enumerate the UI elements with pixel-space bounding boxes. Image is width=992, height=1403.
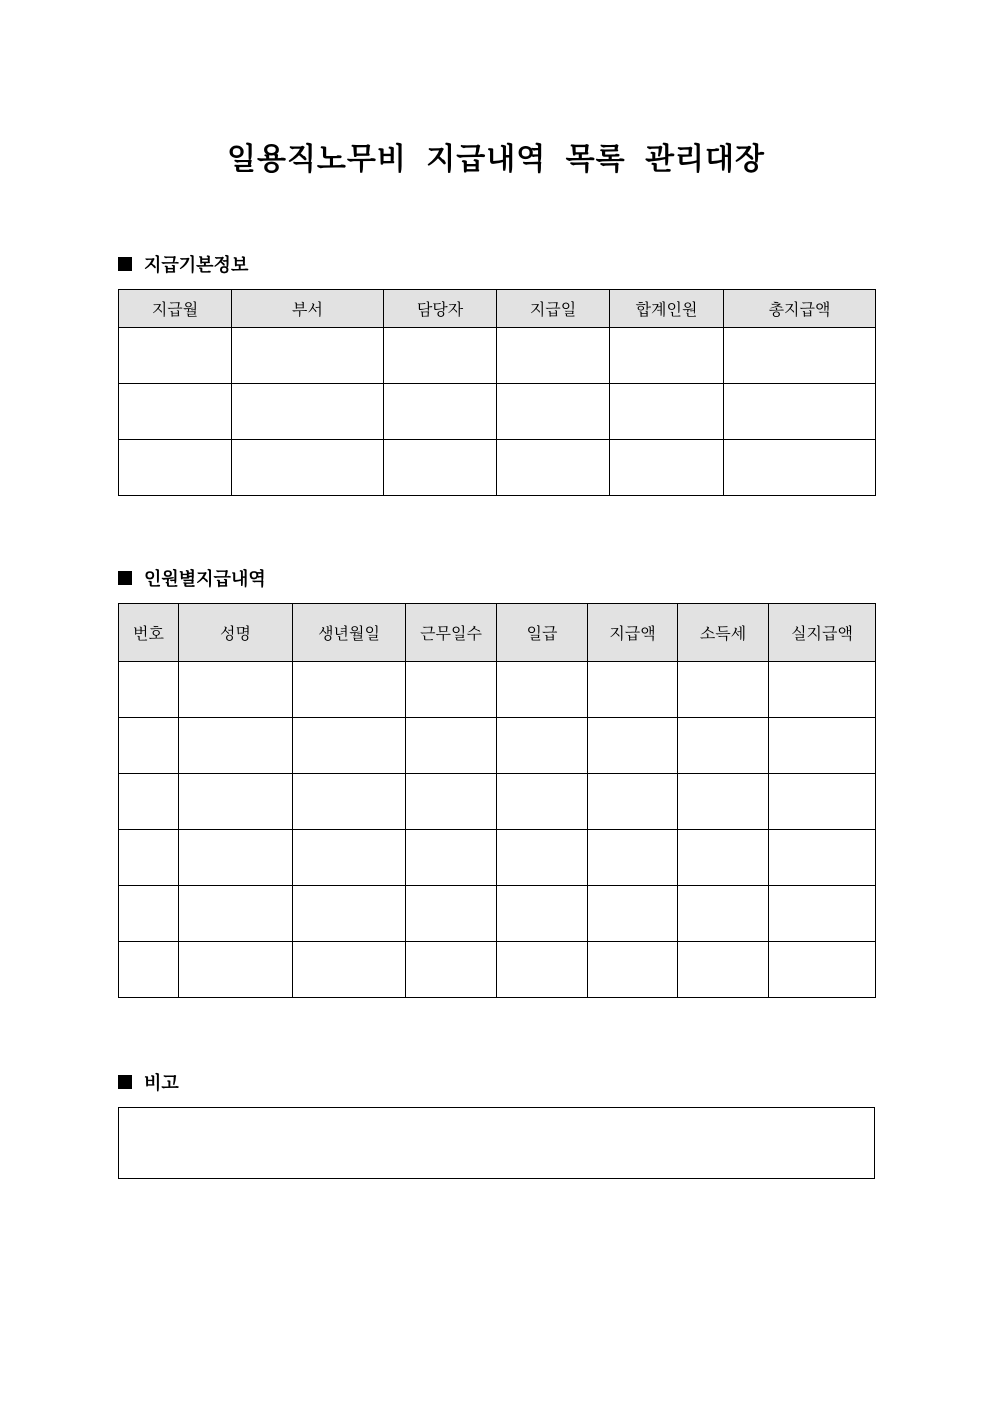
table-cell[interactable] xyxy=(678,718,769,774)
section-heading-label: 비고 xyxy=(144,1073,179,1094)
table-cell[interactable] xyxy=(769,718,876,774)
table-cell[interactable] xyxy=(406,942,497,998)
table-cell[interactable] xyxy=(384,328,497,384)
column-header-work-days: 근무일수 xyxy=(406,604,497,662)
table-row xyxy=(119,440,876,496)
section-heading-basic-info xyxy=(118,252,248,276)
table-row xyxy=(119,942,876,998)
table-row xyxy=(119,718,876,774)
column-header-department: 부서 xyxy=(232,290,384,328)
table-row xyxy=(119,886,876,942)
table-header-row xyxy=(119,290,876,328)
table-cell[interactable] xyxy=(769,662,876,718)
table-cell[interactable] xyxy=(179,942,293,998)
column-header-birthdate: 생년월일 xyxy=(293,604,406,662)
square-bullet-icon xyxy=(118,1075,132,1089)
column-header-pay-amount: 지급액 xyxy=(588,604,678,662)
table-cell[interactable] xyxy=(119,830,179,886)
table-cell[interactable] xyxy=(610,440,724,496)
table-cell[interactable] xyxy=(293,886,406,942)
table-cell[interactable] xyxy=(497,440,610,496)
table-cell[interactable] xyxy=(724,328,876,384)
table-cell[interactable] xyxy=(232,328,384,384)
section-heading-label: 지급기본정보 xyxy=(144,255,249,276)
table-cell[interactable] xyxy=(119,886,179,942)
person-details-table xyxy=(118,603,876,998)
table-cell[interactable] xyxy=(293,662,406,718)
table-row xyxy=(119,662,876,718)
table-cell[interactable] xyxy=(497,328,610,384)
column-header-number: 번호 xyxy=(119,604,179,662)
table-cell[interactable] xyxy=(497,830,588,886)
table-cell[interactable] xyxy=(588,662,678,718)
table-cell[interactable] xyxy=(588,718,678,774)
section-heading-label: 인원별지급내역 xyxy=(144,569,266,590)
table-cell[interactable] xyxy=(497,774,588,830)
table-cell[interactable] xyxy=(119,328,232,384)
table-cell[interactable] xyxy=(769,942,876,998)
table-cell[interactable] xyxy=(179,662,293,718)
table-row xyxy=(119,328,876,384)
table-cell[interactable] xyxy=(588,774,678,830)
table-cell[interactable] xyxy=(406,774,497,830)
table-cell[interactable] xyxy=(384,440,497,496)
column-header-manager: 담당자 xyxy=(384,290,497,328)
table-cell[interactable] xyxy=(769,830,876,886)
table-cell[interactable] xyxy=(293,830,406,886)
basic-info-table xyxy=(118,289,876,496)
table-cell[interactable] xyxy=(769,774,876,830)
table-cell[interactable] xyxy=(119,718,179,774)
table-cell[interactable] xyxy=(406,886,497,942)
page-title: 일용직노무비 지급내역 목록 관리대장 xyxy=(226,142,765,177)
table-cell[interactable] xyxy=(119,662,179,718)
column-header-total-amount: 총지급액 xyxy=(724,290,876,328)
column-header-pay-date: 지급일 xyxy=(497,290,610,328)
table-cell[interactable] xyxy=(179,774,293,830)
table-cell[interactable] xyxy=(406,718,497,774)
column-header-net-pay: 실지급액 xyxy=(769,604,876,662)
table-cell[interactable] xyxy=(588,886,678,942)
table-cell[interactable] xyxy=(610,384,724,440)
table-cell[interactable] xyxy=(119,384,232,440)
table-cell[interactable] xyxy=(293,942,406,998)
table-cell[interactable] xyxy=(678,942,769,998)
table-cell[interactable] xyxy=(179,886,293,942)
table-cell[interactable] xyxy=(119,774,179,830)
column-header-total-headcount: 합계인원 xyxy=(610,290,724,328)
table-cell[interactable] xyxy=(678,830,769,886)
table-cell[interactable] xyxy=(678,886,769,942)
column-header-daily-wage: 일급 xyxy=(497,604,588,662)
table-cell[interactable] xyxy=(610,328,724,384)
table-cell[interactable] xyxy=(406,662,497,718)
table-cell[interactable] xyxy=(724,384,876,440)
column-header-pay-month: 지급월 xyxy=(119,290,232,328)
table-cell[interactable] xyxy=(497,384,610,440)
square-bullet-icon xyxy=(118,571,132,585)
table-row xyxy=(119,774,876,830)
remarks-box[interactable] xyxy=(118,1107,875,1179)
table-cell[interactable] xyxy=(588,942,678,998)
table-cell[interactable] xyxy=(497,662,588,718)
table-cell[interactable] xyxy=(678,774,769,830)
table-row xyxy=(119,384,876,440)
table-cell[interactable] xyxy=(497,942,588,998)
table-header-row xyxy=(119,604,876,662)
square-bullet-icon xyxy=(118,257,132,271)
table-cell[interactable] xyxy=(293,718,406,774)
column-header-name: 성명 xyxy=(179,604,293,662)
table-cell[interactable] xyxy=(497,886,588,942)
table-cell[interactable] xyxy=(769,886,876,942)
section-heading-remarks xyxy=(118,1070,179,1094)
table-row xyxy=(119,830,876,886)
table-cell[interactable] xyxy=(588,830,678,886)
table-cell[interactable] xyxy=(406,830,497,886)
table-cell[interactable] xyxy=(179,830,293,886)
table-cell[interactable] xyxy=(232,440,384,496)
table-cell[interactable] xyxy=(293,774,406,830)
table-cell[interactable] xyxy=(179,718,293,774)
table-cell[interactable] xyxy=(119,942,179,998)
table-cell[interactable] xyxy=(724,440,876,496)
table-cell[interactable] xyxy=(232,384,384,440)
table-cell[interactable] xyxy=(497,718,588,774)
table-cell[interactable] xyxy=(678,662,769,718)
section-heading-person-details xyxy=(118,566,266,590)
table-cell[interactable] xyxy=(119,440,232,496)
table-cell[interactable] xyxy=(384,384,497,440)
column-header-income-tax: 소득세 xyxy=(678,604,769,662)
